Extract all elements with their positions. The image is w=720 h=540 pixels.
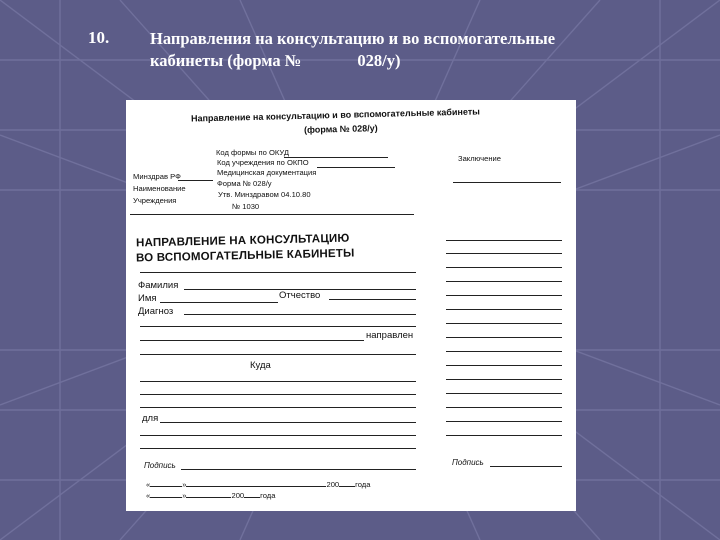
form-right-line-5 (446, 295, 562, 296)
form-date-2-suffix: года (260, 491, 276, 500)
form-date-1-open: « (146, 480, 151, 489)
form-line-name (160, 302, 278, 303)
form-right-line-6 (446, 309, 562, 310)
form-field-sent: направлен (366, 330, 414, 341)
form-field-for: для (142, 413, 159, 424)
slide-title-line2-part1: кабинеты (форма № (150, 51, 302, 70)
form-code-3: Медицинская документация (217, 168, 317, 177)
form-line-for (160, 422, 416, 423)
form-right-line-3 (446, 267, 562, 268)
form-line-diagnosis (184, 314, 416, 315)
form-date-1 (146, 480, 370, 490)
form-line-1 (140, 272, 416, 273)
form-signature-left-line (181, 469, 416, 470)
form-right-line-14 (446, 421, 562, 422)
form-code-5: Утв. Минздравом 04.10.80 (218, 190, 311, 199)
form-right-line-7 (446, 323, 562, 324)
form-field-patronymic: Отчество (279, 290, 321, 301)
form-line-patronymic (329, 299, 416, 300)
form-right-line-1 (446, 240, 562, 241)
form-right-line-10 (446, 365, 562, 366)
form-conclusion-label: Заключение (458, 154, 502, 163)
form-line-sent (140, 340, 364, 341)
form-signature-right: Подпись (452, 458, 484, 467)
form-code-2-line (317, 167, 395, 168)
form-signature-right-line (490, 466, 562, 467)
form-line-8 (140, 448, 416, 449)
form-date-1-close: » (182, 480, 187, 489)
form-left-1-line (178, 180, 213, 181)
slide-title-line2 (150, 50, 690, 72)
form-date-2 (146, 491, 275, 501)
form-top-divider (130, 214, 414, 215)
form-main-title-2: ВО ВСПОМОГАТЕЛЬНЫЕ КАБИНЕТЫ (135, 247, 355, 265)
form-right-line-15 (446, 435, 562, 436)
slide-title-line1: Направления на консультацию и во вспомогательные (150, 29, 556, 48)
form-right-line-4 (446, 281, 562, 282)
form-line-4 (140, 381, 416, 382)
form-date-1-year: 200 (326, 480, 340, 489)
form-code-6: № 1030 (232, 202, 260, 211)
form-line-2 (140, 326, 416, 327)
form-main-title-1: НАПРАВЛЕНИЕ НА КОНСУЛЬТАЦИЮ (135, 232, 350, 250)
form-left-3: Учреждения (133, 196, 177, 205)
form-left-2: Наименование (133, 184, 186, 193)
form-header-line2: (форма № 028/у) (303, 123, 378, 135)
form-date-2-year: 200 (231, 491, 245, 500)
form-right-line-12 (446, 393, 562, 394)
form-date-2-open: « (146, 491, 151, 500)
form-line-3 (140, 354, 416, 355)
form-right-line-13 (446, 407, 562, 408)
slide-title (150, 28, 690, 72)
form-right-line-8 (446, 337, 562, 338)
form-field-surname: Фамилия (138, 280, 179, 291)
form-right-line-11 (446, 379, 562, 380)
form-header-line1: Направление на консультацию и во вспомогательные кабинеты (190, 106, 480, 124)
form-signature-left: Подпись (144, 461, 176, 470)
slide-number: 10. (88, 28, 110, 47)
form-code-2: Код учреждения по ОКПО (217, 158, 309, 167)
form-left-1: Минздрав РФ (133, 172, 181, 181)
form-line-5 (140, 394, 416, 395)
form-code-1: Код формы по ОКУД (216, 148, 289, 157)
form-right-line-9 (446, 351, 562, 352)
form-right-line-2 (446, 253, 562, 254)
form-date-1-suffix: года (355, 480, 371, 489)
slide-title-line2-part2: 028/у) (357, 51, 401, 70)
form-line-6 (140, 407, 416, 408)
form-line-7 (140, 435, 416, 436)
form-028-scan (126, 100, 576, 511)
form-field-name: Имя (138, 293, 157, 304)
form-field-where: Куда (250, 360, 271, 371)
form-code-4: Форма № 028/у (217, 179, 272, 188)
form-field-diagnosis: Диагноз (138, 306, 174, 317)
form-conclusion-line (453, 182, 561, 183)
form-date-2-close: » (182, 491, 187, 500)
